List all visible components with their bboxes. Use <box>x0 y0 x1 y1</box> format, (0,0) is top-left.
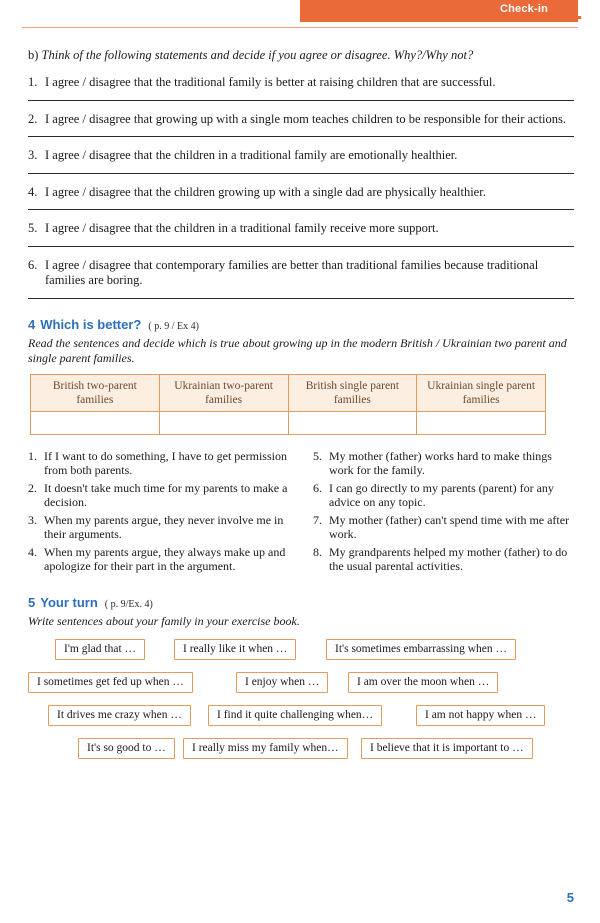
sentence-starter-chip[interactable]: It's so good to … <box>78 738 175 759</box>
answer-write-line[interactable] <box>28 289 574 299</box>
list-item-number: 1. <box>28 448 37 463</box>
exercise-5-number: 5 <box>28 594 36 610</box>
table-cell-answer[interactable] <box>31 411 160 434</box>
statement-text: I agree / disagree that growing up with a single mom teaches children to be responsible for their actions. <box>45 111 567 126</box>
table-column-header: Ukrainian two-parent families <box>159 374 288 411</box>
header-unit-number: 1 <box>565 0 582 26</box>
list-item-text: I can go directly to my parents (parent) for any advice on any topic. <box>329 480 554 509</box>
statement-item <box>28 148 574 174</box>
answer-write-line[interactable] <box>28 200 574 210</box>
statement-item <box>28 185 574 211</box>
answer-write-line[interactable] <box>28 237 574 247</box>
sentence-starter-chip[interactable]: I really like it when … <box>174 639 296 660</box>
sentence-starter-chip[interactable]: I am over the moon when … <box>348 672 498 693</box>
statement-item <box>28 258 574 299</box>
page-content <box>28 48 574 769</box>
exercise-4-instruction: Read the sentences and decide which is true about growing up in the modern British / Ukrainian two parent and single parent families. <box>28 335 567 365</box>
table-row <box>31 411 546 434</box>
list-item-number: 2. <box>28 480 37 495</box>
sentence-starter-chip[interactable]: I find it quite challenging when… <box>208 705 382 726</box>
exercise-4-heading <box>28 317 574 332</box>
exercise-4-sentence-lists <box>28 449 574 577</box>
list-item <box>313 481 574 510</box>
list-item <box>313 513 574 542</box>
sentence-list-right <box>313 449 574 577</box>
sentence-starter-chips <box>28 639 574 769</box>
statement-item <box>28 112 574 138</box>
exercise-4-number: 4 <box>28 316 36 332</box>
exercise-b-instruction <box>28 48 574 63</box>
table-cell-answer[interactable] <box>159 411 288 434</box>
page-header <box>0 0 600 30</box>
sentence-list-left <box>28 449 289 577</box>
statement-text: I agree / disagree that the children in a traditional family receive more support. <box>45 221 439 235</box>
table-column-header: Ukrainian single parent families <box>417 374 546 411</box>
list-item-text: When my parents argue, they always make up and apologize for their part in the argument. <box>44 544 286 573</box>
statement-item <box>28 221 574 247</box>
list-item <box>28 545 289 574</box>
header-section-label: Check-in <box>499 3 548 15</box>
sentence-starter-chip[interactable]: It drives me crazy when … <box>48 705 191 726</box>
table-cell-answer[interactable] <box>417 411 546 434</box>
exercise-4-reference: ( p. 9 / Ex 4) <box>148 320 199 332</box>
statement-text: I agree / disagree that the children growing up with a single dad are physically healthier. <box>45 184 486 199</box>
statement-item <box>28 75 574 101</box>
list-item <box>28 513 289 542</box>
sentence-starter-chip[interactable]: I believe that it is important to … <box>361 738 533 759</box>
answer-write-line[interactable] <box>28 91 574 101</box>
list-item-text: My mother (father) can't spend time with me after work. <box>329 512 570 541</box>
exercise-5-heading <box>28 595 574 610</box>
statement-number: 3. <box>28 148 38 162</box>
header-divider-rule <box>22 27 578 28</box>
exercise-b-lead: b) <box>28 48 39 62</box>
table-column-header: British single parent families <box>288 374 417 411</box>
list-item <box>28 449 289 478</box>
table-header-row <box>31 374 546 411</box>
exercise-5-instruction: Write sentences about your family in your exercise book. <box>28 613 300 628</box>
list-item-number: 4. <box>28 544 37 559</box>
list-item-number: 3. <box>28 512 37 527</box>
statement-number: 1. <box>28 75 38 89</box>
sentence-starter-chip[interactable]: I am not happy when … <box>416 705 545 726</box>
list-item-text: When my parents argue, they never involve me in their arguments. <box>44 512 284 541</box>
list-item <box>313 545 574 574</box>
statement-number: 6. <box>28 257 38 272</box>
list-item-number: 8. <box>313 544 322 559</box>
statement-text: I agree / disagree that the children in a traditional family are emotionally healthier. <box>45 148 458 162</box>
statement-text: I agree / disagree that the traditional family is better at raising children that are successful. <box>45 75 496 89</box>
sentence-starter-chip[interactable]: I'm glad that … <box>55 639 145 660</box>
statement-number: 2. <box>28 111 38 126</box>
sentence-starter-chip[interactable]: It's sometimes embarrassing when … <box>326 639 516 660</box>
comparison-table <box>30 374 546 435</box>
list-item-text: It doesn't take much time for my parents to make a decision. <box>44 480 288 509</box>
list-item-text: My grandparents helped my mother (father) to do the usual parental activities. <box>329 544 568 573</box>
list-item-number: 6. <box>313 480 322 495</box>
sentence-starter-chip[interactable]: I really miss my family when… <box>183 738 348 759</box>
exercise-4-title: Which is better? <box>40 316 142 332</box>
exercise-b-instruction-text: Think of the following statements and decide if you agree or disagree. Why?/Why not? <box>41 48 474 62</box>
list-item-text: My mother (father) works hard to make things work for the family. <box>329 448 552 477</box>
list-item <box>313 449 574 478</box>
page-number: 5 <box>566 890 574 905</box>
answer-write-line[interactable] <box>28 127 574 137</box>
list-item-number: 5. <box>313 448 322 463</box>
exercise-5-title: Your turn <box>40 594 98 610</box>
table-column-header: British two-parent families <box>31 374 160 411</box>
exercise-5-reference: ( p. 9/Ex. 4) <box>104 598 153 610</box>
statement-text: I agree / disagree that contemporary families are better than traditional families because traditional families are boring. <box>45 257 539 287</box>
table-cell-answer[interactable] <box>288 411 417 434</box>
list-item-text: If I want to do something, I have to get permission from both parents. <box>44 448 287 477</box>
statement-number: 5. <box>28 221 38 235</box>
list-item <box>28 481 289 510</box>
list-item-number: 7. <box>313 512 322 527</box>
answer-write-line[interactable] <box>28 164 574 174</box>
statement-number: 4. <box>28 184 38 199</box>
sentence-starter-chip[interactable]: I enjoy when … <box>236 672 328 693</box>
sentence-starter-chip[interactable]: I sometimes get fed up when … <box>28 672 193 693</box>
